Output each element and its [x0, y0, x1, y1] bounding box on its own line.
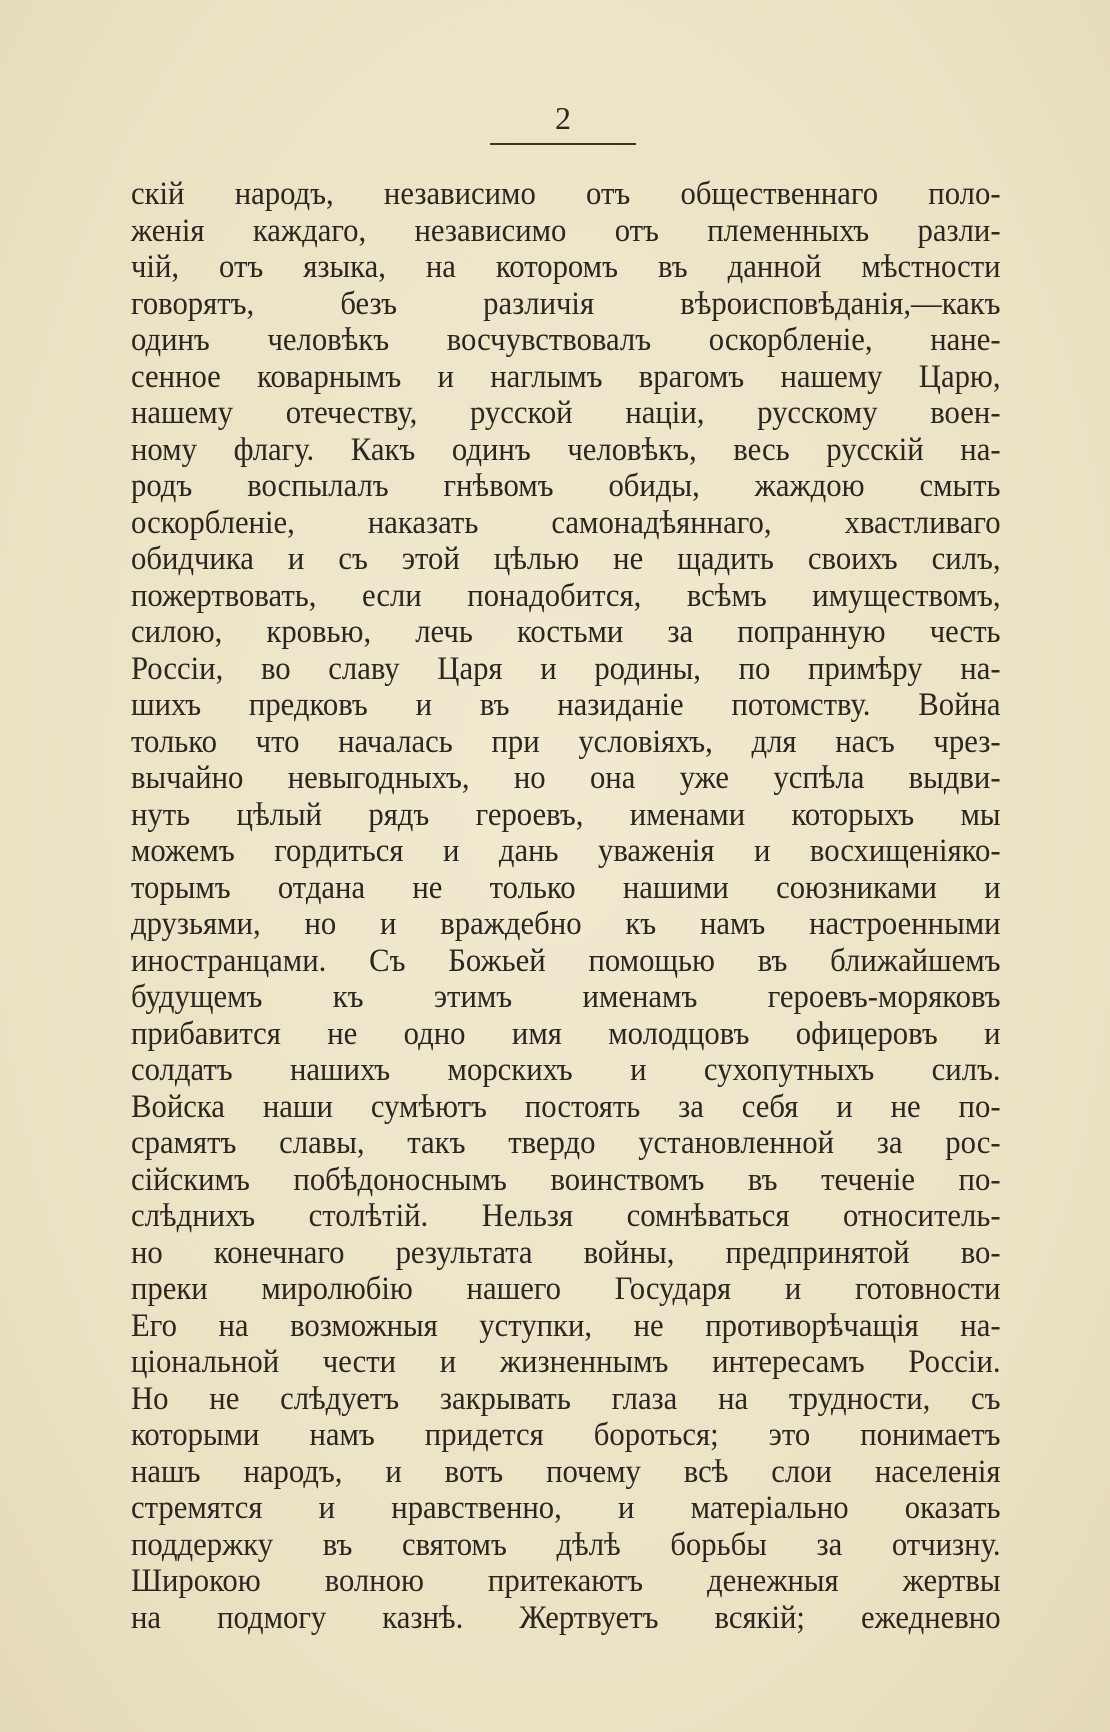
text-line: нуть цѣлый рядъ героевъ, именами которыхъ мы	[131, 796, 1001, 833]
text-line: Его на возможныя уступки, не противорѣчащія на-	[131, 1307, 1001, 1344]
text-line: слѣднихъ столѣтій. Нельзя сомнѣваться относитель-	[131, 1198, 1001, 1234]
text-line: сійскимъ побѣдоноснымъ воинствомъ въ теченіе по-	[131, 1161, 1001, 1198]
text-line: которыми намъ придется бороться; это понимаетъ	[131, 1417, 1001, 1453]
text-line: шихъ предковъ и въ назиданіе потомству. Война	[131, 687, 1001, 723]
text-line: солдатъ нашихъ морскихъ и сухопутныхъ силъ.	[131, 1052, 1001, 1088]
text-line: говорятъ, безъ различія вѣроисповѣданія,—какъ	[131, 285, 1001, 322]
text-line: женія каждаго, независимо отъ племенныхъ разли-	[131, 212, 1001, 249]
text-line: одинъ человѣкъ восчувствовалъ оскорбленіе, нане-	[131, 322, 1001, 358]
page-number-text: 2	[555, 100, 571, 136]
text-line: срамятъ славы, такъ твердо установленной за рос-	[131, 1125, 1001, 1161]
text-line: вычайно невыгодныхъ, но она уже успѣла выдви-	[131, 760, 1001, 796]
text-line: поддержку въ святомъ дѣлѣ борьбы за отчизну.	[131, 1526, 1001, 1563]
text-line: нашему отечеству, русской націи, русскому воен-	[131, 395, 1001, 431]
text-line: ному флагу. Какъ одинъ человѣкъ, весь русскій на-	[131, 431, 1001, 468]
text-line: Широкою волною притекаютъ денежныя жертвы	[131, 1563, 1001, 1599]
text-line: будущемъ къ этимъ именамъ героевъ-моряковъ	[131, 979, 1001, 1015]
text-line: оскорбленіе, наказать самонадѣяннаго, хвастливаго	[131, 504, 1001, 541]
text-line: чій, отъ языка, на которомъ въ данной мѣстности	[131, 249, 1001, 285]
text-line: на подмогу казнѣ. Жертвуетъ всякій; ежедневно	[131, 1599, 1001, 1636]
text-line: обидчика и съ этой цѣлью не щадить своихъ силъ,	[131, 541, 1001, 577]
text-line: Войска наши сумѣютъ постоять за себя и не по-	[131, 1088, 1001, 1125]
text-line: стремятся и нравственно, и матеріально оказать	[131, 1490, 1001, 1526]
text-line: можемъ гордиться и дань уваженія и восхищеніяко-	[131, 833, 1001, 869]
text-line: силою, кровью, лечь костьми за попранную честь	[131, 614, 1001, 650]
text-line: друзьями, но и враждебно къ намъ настроенными	[131, 906, 1001, 942]
text-line: ціональной чести и жизненнымъ интересамъ Россіи.	[131, 1344, 1001, 1380]
text-line: прибавится не одно имя молодцовъ офицеровъ и	[131, 1015, 1001, 1052]
text-line: Но не слѣдуетъ закрывать глаза на трудности, съ	[131, 1380, 1001, 1417]
text-line: преки миролюбію нашего Государя и готовности	[131, 1271, 1001, 1307]
page-number	[0, 100, 1110, 137]
body-text	[131, 176, 1001, 1636]
text-line: родъ воспылалъ гнѣвомъ обиды, жаждою смыть	[131, 468, 1001, 504]
text-line: иностранцами. Съ Божьей помощью въ ближайшемъ	[131, 942, 1001, 979]
text-line: но конечнаго результата войны, предпринятой во-	[131, 1234, 1001, 1271]
text-line: нашъ народъ, и вотъ почему всѣ слои населенія	[131, 1453, 1001, 1490]
text-line: торымъ отдана не только нашими союзниками и	[131, 869, 1001, 906]
text-line: только что началась при условіяхъ, для насъ чрез-	[131, 723, 1001, 760]
header-rule	[490, 143, 636, 145]
text-line: пожертвовать, если понадобится, всѣмъ имуществомъ,	[131, 577, 1001, 614]
text-line: скій народъ, независимо отъ общественнаго поло-	[131, 176, 1001, 212]
text-line: сенное коварнымъ и наглымъ врагомъ нашему Царю,	[131, 358, 1001, 395]
text-line: Россіи, во славу Царя и родины, по примѣру на-	[131, 650, 1001, 687]
